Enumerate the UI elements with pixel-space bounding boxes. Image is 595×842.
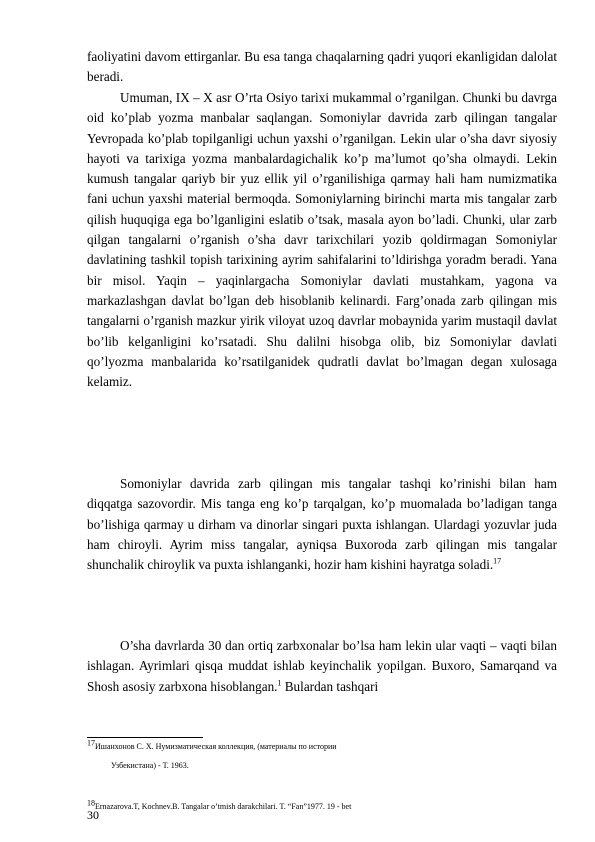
footnote-18: [87, 798, 352, 812]
footnote-ref-17[interactable]: 17: [493, 556, 502, 566]
footnote-18-text: Ernazarova.T, Kochnev.B. Tangalar o’tmish darakchilari. T. “Fan”1977. 19 - bet: [95, 802, 352, 811]
paragraph-4: [87, 636, 557, 697]
footnote-17-continuation: Узбекистана) - Т. 1963.: [111, 761, 189, 770]
footnote-17: [87, 738, 557, 752]
paragraph-4-text: O’sha davrlarda 30 dan ortiq zarbxonalar bo’lsa ham lekin ular vaqti – vaqti bilan ishlagan. Ayrimlari qisqa muddat ishlab keyinchalik yopilgan. Buxoro, Samarqand va Shosh asosiy zarbxona hisoblangan.: [87, 638, 557, 694]
paragraph-2: [87, 88, 557, 392]
footnote-17-text: Ишанхонов С. Х. Нумизматическая коллекция, (материалы по истории: [95, 742, 337, 751]
footnote-ref-1[interactable]: 1: [277, 678, 282, 688]
footnote-18-marker: 18: [87, 798, 95, 808]
footnote-17-marker: 17: [87, 738, 95, 748]
paragraph-2-text: Umuman, IX – X asr O’rta Osiyo tarixi mukammal o’rganilgan. Chunki bu davrga oid ko’plab yozma manbalar saqlangan. Somoniylar davrida zarb qilingan tangalar Yevropada ko’plab topilganligi uchun yaxshi o’rganilgan. Lekin ular o’sha davr siyosiy hayoti va tarixiga yozma manbalardagichalik ko’p ma’lumot qo’sha olmaydi. Lekin kumush tangalar qariyb bir yuz ellik yil o’rganilishiga qarmay hali ham numizmatika fani uchun yaxshi material bermoqda. Somoniylarning birinchi marta mis tangalar zarb qilish huquqiga ega bo’lganligini eslatib o’tsak, masala ayon bo’ladi. Chunki, ular zarb qilgan tangalarni o’rganish o’sha davr tarixchilari yozib qoldirmagan Somoniylar davlatining tashkil topish tarixining ayrim sahifalarini to’ldirishga yoradm beradi. Yana bir misol. Yaqin – yaqinlargacha Somoniylar davlati mustahkam, yagona va markazlashgan davlat bo’lgan deb hisoblanib kelinardi. Farg’onada zarb qilingan mis tangalarni o’rganish mazkur yirik viloyat uzoq davrlar mobaynida yarim mustaqil davlat bo’lib kelganligini ko’rsatadi. Shu dalilni hisobga olib, biz Somoniylar davlati qo’lyozma manbalarida ko’rsatilganidek qudratli davlat bo’lmagan degan xulosaga kelamiz.: [87, 90, 557, 390]
page-number: 30: [87, 808, 99, 822]
paragraph-3: [87, 474, 557, 575]
paragraph-1: [87, 47, 557, 88]
footnote-separator: [87, 737, 203, 738]
paragraph-3-text: Somoniylar davrida zarb qilingan mis tangalar tashqi ko’rinishi bilan ham diqqatga sazovordir. Mis tanga eng ko’p tarqalgan, ko’p muomalada bo’ladigan tanga bo’lishiga qarmay u dirham va dinorlar singari puxta ishlangan. Ulardagi yozuvlar juda ham chiroyli. Ayrim miss tangalar, ayniqsa Buxoroda zarb qilingan mis tangalar shunchalik chiroylik va puxta ishlanganki, hozir ham kishini hayratga soladi.: [87, 476, 557, 573]
paragraph-1-text: faoliyatini davom ettirganlar. Bu esa tanga chaqalarning qadri yuqori ekanligidan dalolat beradi.: [87, 49, 557, 85]
paragraph-4-text-rest: Bulardan tashqari: [281, 678, 379, 694]
